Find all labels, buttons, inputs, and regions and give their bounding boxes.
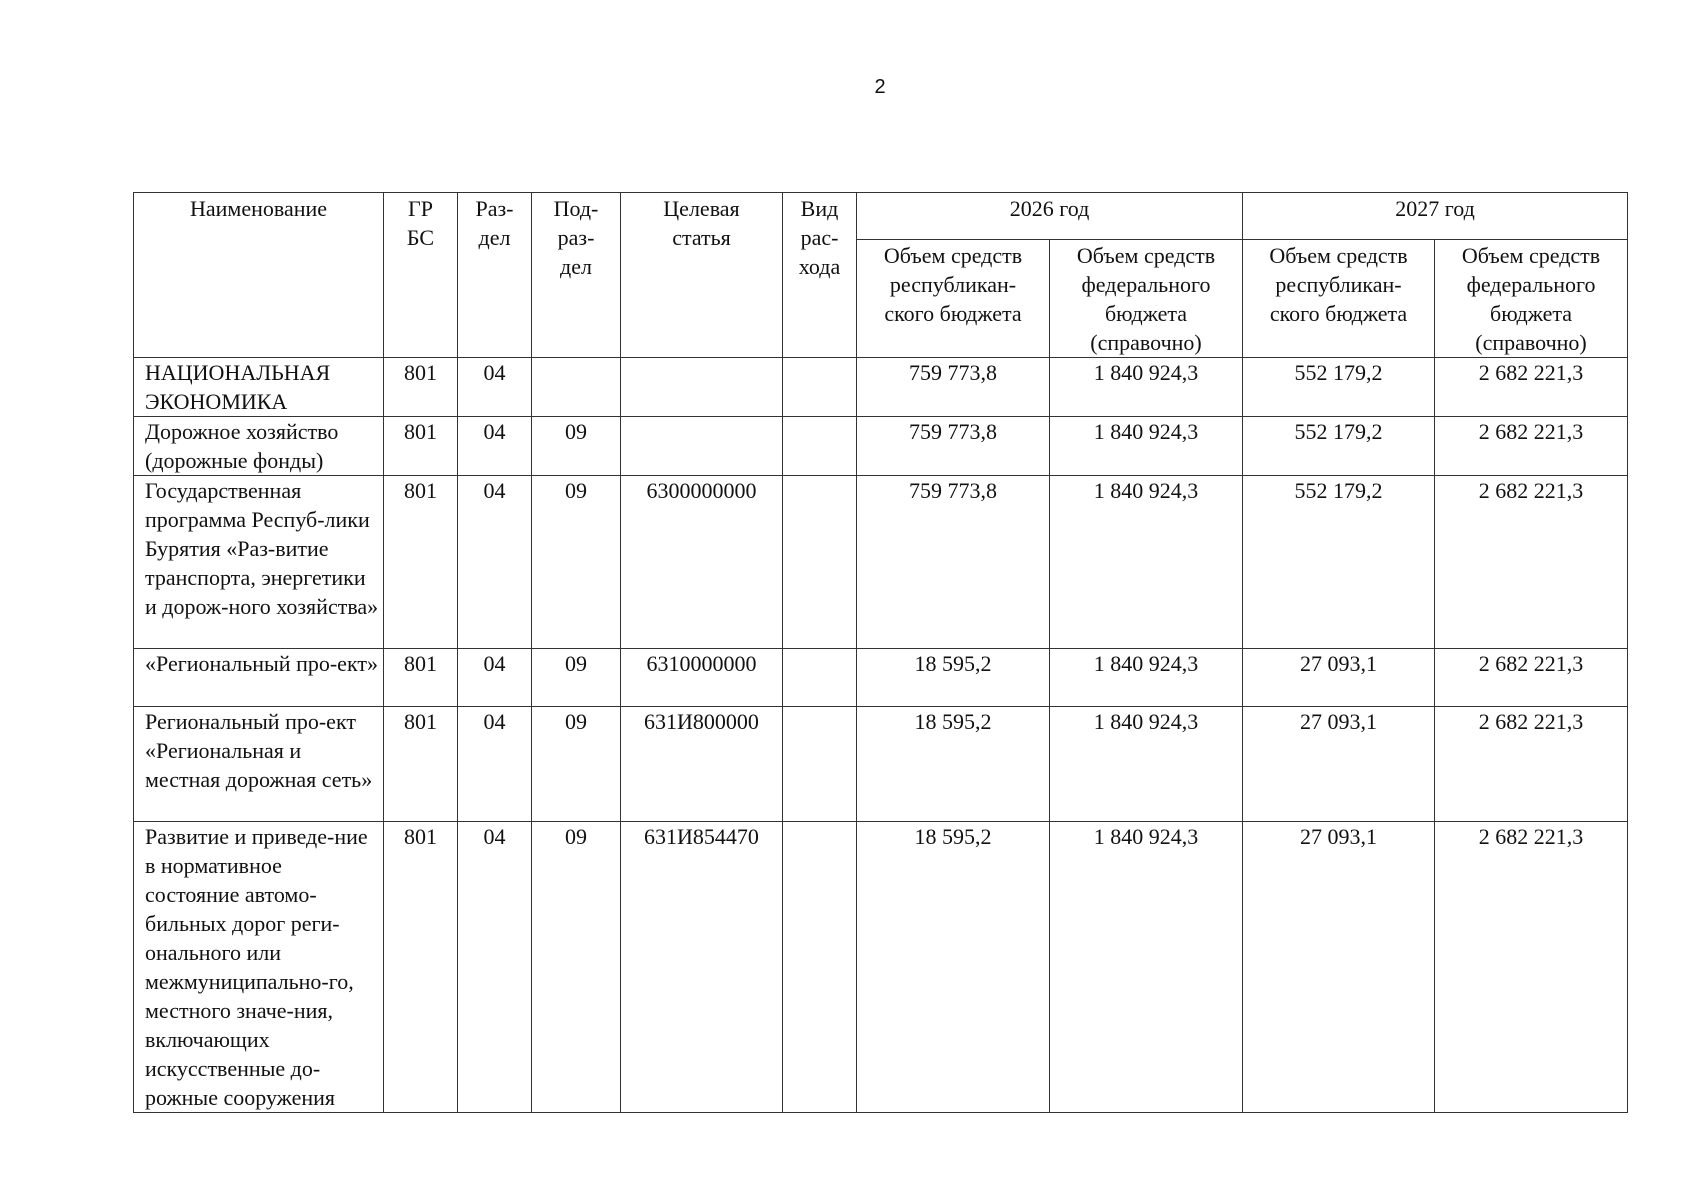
- header-name: Наименование: [134, 193, 384, 358]
- header-podrazdel: Под- раз- дел: [532, 193, 621, 358]
- cell-rep-2027: 27 093,1: [1243, 649, 1435, 707]
- cell-podrazdel: 09: [532, 476, 621, 649]
- cell-rep-2026: 18 595,2: [857, 707, 1050, 822]
- cell-name: Дорожное хозяйство (дорожные фонды): [134, 417, 384, 476]
- cell-podrazdel: 09: [532, 707, 621, 822]
- header-year-2027: 2027 год: [1243, 193, 1628, 240]
- header-year-2026: 2026 год: [857, 193, 1243, 240]
- cell-fed-2027: 2 682 221,3: [1435, 417, 1628, 476]
- cell-rep-2026: 18 595,2: [857, 649, 1050, 707]
- cell-razdel: 04: [458, 822, 532, 1113]
- cell-fed-2027: 2 682 221,3: [1435, 822, 1628, 1113]
- cell-vid-raskhoda: [783, 822, 857, 1113]
- cell-podrazdel: 09: [532, 649, 621, 707]
- cell-vid-raskhoda: [783, 476, 857, 649]
- cell-rep-2027: 27 093,1: [1243, 822, 1435, 1113]
- cell-podrazdel: [532, 358, 621, 417]
- table-row: [134, 476, 1628, 649]
- cell-razdel: 04: [458, 358, 532, 417]
- header-row-top: [134, 193, 1628, 240]
- cell-celevaya-statya: 6310000000: [621, 649, 783, 707]
- cell-celevaya-statya: 6300000000: [621, 476, 783, 649]
- cell-name: Региональный про-ект «Региональная и местная дорожная сеть»: [134, 707, 384, 822]
- cell-name: НАЦИОНАЛЬНАЯ ЭКОНОМИКА: [134, 358, 384, 417]
- cell-grbs: 801: [384, 417, 458, 476]
- table-body: [134, 358, 1628, 1113]
- cell-fed-2027: 2 682 221,3: [1435, 476, 1628, 649]
- cell-podrazdel: 09: [532, 417, 621, 476]
- cell-rep-2027: 552 179,2: [1243, 358, 1435, 417]
- table-row: [134, 649, 1628, 707]
- table-row: [134, 707, 1628, 822]
- header-fed-2027: Объем средств федерального бюджета (справочно): [1435, 240, 1628, 358]
- cell-grbs: 801: [384, 476, 458, 649]
- cell-razdel: 04: [458, 707, 532, 822]
- cell-celevaya-statya: 631И800000: [621, 707, 783, 822]
- table-row: [134, 822, 1628, 1113]
- header-vid-raskhoda: Вид рас- хода: [783, 193, 857, 358]
- header-rep-2027: Объем средств республикан- ского бюджета: [1243, 240, 1435, 358]
- cell-vid-raskhoda: [783, 417, 857, 476]
- header-razdel: Раз- дел: [458, 193, 532, 358]
- cell-celevaya-statya: [621, 417, 783, 476]
- cell-name: Государственная программа Респуб-лики Бурятия «Раз-витие транспорта, энергетики и дорож-ного хозяйства»: [134, 476, 384, 649]
- page-number: 2: [874, 76, 886, 98]
- header-rep-2026: Объем средств республикан- ского бюджета: [857, 240, 1050, 358]
- cell-rep-2026: 18 595,2: [857, 822, 1050, 1113]
- cell-grbs: 801: [384, 649, 458, 707]
- cell-razdel: 04: [458, 417, 532, 476]
- cell-rep-2027: 552 179,2: [1243, 417, 1435, 476]
- cell-grbs: 801: [384, 707, 458, 822]
- table-header: [134, 193, 1628, 358]
- header-fed-2026: Объем средств федерального бюджета (справочно): [1050, 240, 1243, 358]
- cell-rep-2026: 759 773,8: [857, 417, 1050, 476]
- cell-vid-raskhoda: [783, 358, 857, 417]
- cell-name: «Региональный про-ект»: [134, 649, 384, 707]
- cell-razdel: 04: [458, 476, 532, 649]
- cell-fed-2026: 1 840 924,3: [1050, 417, 1243, 476]
- cell-fed-2026: 1 840 924,3: [1050, 358, 1243, 417]
- cell-rep-2026: 759 773,8: [857, 358, 1050, 417]
- cell-fed-2026: 1 840 924,3: [1050, 476, 1243, 649]
- cell-grbs: 801: [384, 822, 458, 1113]
- cell-fed-2027: 2 682 221,3: [1435, 358, 1628, 417]
- cell-grbs: 801: [384, 358, 458, 417]
- cell-name: Развитие и приведе-ние в нормативное состояние автомо-бильных дорог реги-онального или межмуниципально-го, местного значе-ния, включающих искусственные до-рожные сооружения: [134, 822, 384, 1113]
- cell-rep-2027: 27 093,1: [1243, 707, 1435, 822]
- cell-vid-raskhoda: [783, 649, 857, 707]
- cell-fed-2026: 1 840 924,3: [1050, 649, 1243, 707]
- cell-rep-2027: 552 179,2: [1243, 476, 1435, 649]
- cell-vid-raskhoda: [783, 707, 857, 822]
- cell-celevaya-statya: [621, 358, 783, 417]
- cell-razdel: 04: [458, 649, 532, 707]
- cell-fed-2026: 1 840 924,3: [1050, 707, 1243, 822]
- table-row: [134, 358, 1628, 417]
- table-row: [134, 417, 1628, 476]
- budget-table: [133, 192, 1628, 1113]
- cell-fed-2027: 2 682 221,3: [1435, 707, 1628, 822]
- header-grbs: ГР БС: [384, 193, 458, 358]
- cell-fed-2027: 2 682 221,3: [1435, 649, 1628, 707]
- cell-celevaya-statya: 631И854470: [621, 822, 783, 1113]
- cell-fed-2026: 1 840 924,3: [1050, 822, 1243, 1113]
- cell-rep-2026: 759 773,8: [857, 476, 1050, 649]
- header-celevaya-statya: Целевая статья: [621, 193, 783, 358]
- cell-podrazdel: 09: [532, 822, 621, 1113]
